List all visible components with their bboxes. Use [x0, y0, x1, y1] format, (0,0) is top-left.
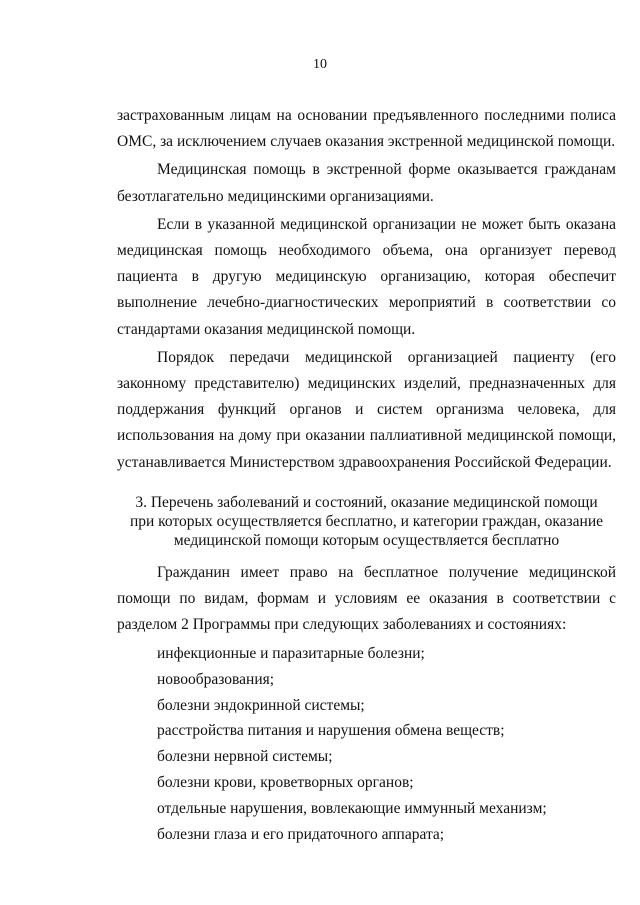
text-block-entitlement [117, 560, 616, 639]
paragraph-patient-transfer: Если в указанной медицинской организации не может быть оказана медицинская помощь необходимого объема, она организует перевод пациента в другую медицинскую организацию, которая обеспечит выполнение лечебно-диагностических мероприятий в соответствии со стандартами оказания медицинской помощи. [117, 215, 616, 338]
list-item: болезни нервной системы; [157, 748, 333, 766]
paragraph-emergency-care: Медицинская помощь в экстренной форме оказывается гражданам безотлагательно медицинскими организациями. [117, 161, 616, 205]
section-heading-line-2: при которых осуществляется бесплатно, и категории граждан, оказание [129, 513, 604, 530]
section-heading [117, 493, 616, 550]
page-number: 10 [313, 57, 327, 72]
list-item: отдельные нарушения, вовлекающие иммунный механизм; [157, 799, 547, 817]
section-heading-line-1: 3. Перечень заболеваний и состояний, оказание медицинской помощи [135, 494, 598, 511]
disease-list [157, 641, 617, 847]
list-item: болезни эндокринной системы; [157, 696, 365, 714]
list-item: болезни крови, кроветворных органов; [157, 773, 414, 791]
text-block-top [117, 103, 616, 476]
paragraph-citizen-right: Гражданин имеет право на бесплатное получение медицинской помощи по видам, формам и условиям ее оказания в соответствии с разделом 2 Программы при следующих заболеваниях и состояниях: [117, 564, 616, 634]
list-item: новообразования; [157, 670, 275, 688]
list-item: болезни глаза и его придаточного аппарата; [157, 825, 445, 843]
list-item: расстройства питания и нарушения обмена веществ; [157, 722, 505, 740]
list-item: инфекционные и паразитарные болезни; [157, 645, 425, 662]
section-heading-line-3: медицинской помощи которым осуществляется бесплатно [173, 532, 560, 549]
paragraph-insured-persons: застрахованным лицам на основании предъявленного последними полиса ОМС, за исключением случаев оказания экстренной медицинской помощи. [117, 107, 616, 151]
paragraph-medical-devices: Порядок передачи медицинской организацией пациенту (его законному представителю) медицинских изделий, предназначенных для поддержания функций органов и систем организма человека, для использования на дому при оказании паллиативной медицинской помощи, устанавливается Министерством здравоохранения Российской Федерации. [117, 348, 616, 471]
